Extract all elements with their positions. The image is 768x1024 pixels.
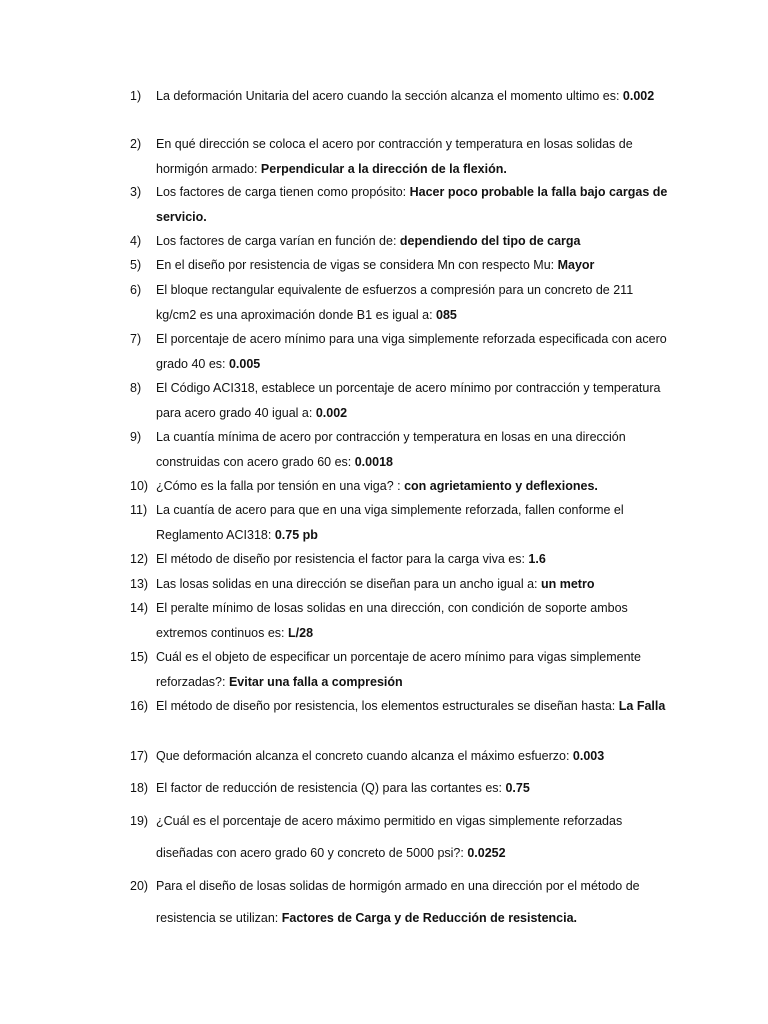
question-item <box>130 327 670 376</box>
question-body <box>156 132 670 181</box>
question-answer: 0.005 <box>228 356 261 371</box>
question-text: El bloque rectangular equivalente de esfuerzos a compresión para un concreto de 211 kg/cm2 es una aproximación donde B1 es igual a: <box>156 283 634 322</box>
question-item <box>130 870 670 934</box>
question-answer: 0.003 <box>572 749 605 763</box>
question-number: 6) <box>130 283 142 297</box>
question-item <box>130 498 670 547</box>
question-number: 5) <box>130 258 142 272</box>
question-answer: dependiendo del tipo de carga <box>399 234 581 248</box>
question-number: 12) <box>130 552 149 566</box>
question-body <box>156 278 670 327</box>
question-text: El método de diseño por resistencia, los elementos estructurales se diseñan hasta: <box>156 699 619 713</box>
question-body <box>156 572 670 597</box>
question-text: El peralte mínimo de losas solidas en una dirección, con condición de soporte ambos extremos continuos es: <box>156 601 628 640</box>
question-item <box>130 253 670 278</box>
question-number: 19) <box>130 814 149 828</box>
question-number: 20) <box>130 879 149 893</box>
question-text: La deformación Unitaria del acero cuando la sección alcanza el momento ultimo es: <box>156 89 623 103</box>
question-item <box>130 84 670 109</box>
question-answer: 1.6 <box>528 552 546 566</box>
question-body <box>156 645 670 694</box>
question-item <box>130 474 670 499</box>
question-item <box>130 132 670 181</box>
question-answer: La Falla <box>618 699 666 713</box>
question-body <box>156 425 670 474</box>
question-text: Que deformación alcanza el concreto cuando alcanza el máximo esfuerzo: <box>156 749 573 763</box>
question-text: La cuantía de acero para que en una viga simplemente reforzada, fallen conforme el Reglamento ACI318: <box>156 503 624 542</box>
question-answer: Evitar una falla a compresión <box>228 674 403 689</box>
question-item <box>130 180 670 229</box>
question-body <box>156 547 670 572</box>
question-answer: 0.0018 <box>354 454 393 469</box>
question-item <box>130 425 670 474</box>
question-item <box>130 645 670 694</box>
question-item <box>130 229 670 254</box>
question-answer: 0.75 <box>505 781 530 795</box>
question-body <box>156 776 670 801</box>
question-number: 17) <box>130 749 149 763</box>
question-body <box>156 229 670 254</box>
question-body <box>156 180 670 229</box>
question-number: 11) <box>130 503 148 517</box>
question-text: Cuál es el objeto de especificar un porcentaje de acero mínimo para vigas simplemente reforzadas?: <box>156 650 641 689</box>
question-text: En el diseño por resistencia de vigas se considera Mn con respecto Mu: <box>156 258 558 272</box>
question-body <box>156 744 670 769</box>
question-body <box>156 84 670 109</box>
question-number: 4) <box>130 234 142 248</box>
question-item <box>130 547 670 572</box>
question-number: 8) <box>130 381 142 395</box>
question-text: En qué dirección se coloca el acero por contracción y temperatura en losas solidas de hormigón armado: <box>156 137 633 176</box>
question-number: 7) <box>130 332 142 346</box>
question-item <box>130 376 670 425</box>
question-number: 16) <box>130 699 149 713</box>
question-item <box>130 572 670 597</box>
question-answer: Perpendicular a la dirección de la flexión. <box>260 161 507 176</box>
question-text: El factor de reducción de resistencia (Q) para las cortantes es: <box>156 781 506 795</box>
question-item <box>130 596 670 645</box>
question-number: 9) <box>130 430 142 444</box>
question-body <box>156 596 670 645</box>
question-body <box>156 805 670 869</box>
question-body <box>156 327 670 376</box>
question-number: 14) <box>130 601 149 615</box>
question-text: El porcentaje de acero mínimo para una viga simplemente reforzada especificada con acero grado 40 es: <box>156 332 667 371</box>
question-item <box>130 805 670 869</box>
question-number: 3) <box>130 185 142 199</box>
question-number: 13) <box>130 577 149 591</box>
question-body <box>156 498 670 547</box>
question-text: Los factores de carga tienen como propósito: <box>156 185 410 199</box>
question-number: 15) <box>130 650 149 664</box>
question-item <box>130 776 670 801</box>
question-text: Los factores de carga varían en función de: <box>156 234 400 248</box>
question-answer: 085 <box>436 307 457 322</box>
question-answer: Hacer poco probable la falla bajo cargas de servicio. <box>156 185 668 224</box>
question-number: 10) <box>130 479 149 493</box>
question-answer: L/28 <box>288 625 314 640</box>
question-text: ¿Cuál es el porcentaje de acero máximo permitido en vigas simplemente reforzadas diseñadas con acero grado 60 y concreto de 5000 psi?: <box>156 814 623 860</box>
question-item <box>130 694 670 719</box>
question-answer: Mayor <box>557 258 595 272</box>
question-body <box>156 870 670 934</box>
question-answer: 0.0252 <box>467 846 506 860</box>
question-body <box>156 694 670 719</box>
question-body <box>156 376 670 425</box>
question-text: La cuantía mínima de acero por contracción y temperatura en losas en una dirección construidas con acero grado 60 es: <box>156 430 626 469</box>
question-text: Para el diseño de losas solidas de hormigón armado en una dirección por el método de resistencia se utilizan: <box>156 879 640 925</box>
question-answer: 0.002 <box>315 405 348 420</box>
question-item <box>130 744 670 769</box>
question-text: ¿Cómo es la falla por tensión en una viga? : <box>156 479 405 493</box>
question-body <box>156 253 670 278</box>
question-answer: Factores de Carga y de Reducción de resistencia. <box>281 911 578 925</box>
question-body <box>156 474 670 499</box>
question-answer: con agrietamiento y deflexiones. <box>404 479 598 493</box>
question-answer: 0.75 pb <box>274 527 318 542</box>
question-answer: 0.002 <box>622 89 655 103</box>
question-answer: un metro <box>540 577 595 591</box>
question-text: El método de diseño por resistencia el factor para la carga viva es: <box>156 552 529 566</box>
question-item <box>130 278 670 327</box>
question-number: 18) <box>130 781 149 795</box>
question-text: El Código ACI318, establece un porcentaje de acero mínimo por contracción y temperatura para acero grado 40 igual a: <box>156 381 661 420</box>
question-number: 1) <box>130 89 142 103</box>
question-number: 2) <box>130 137 142 151</box>
question-text: Las losas solidas en una dirección se diseñan para un ancho igual a: <box>156 577 541 591</box>
